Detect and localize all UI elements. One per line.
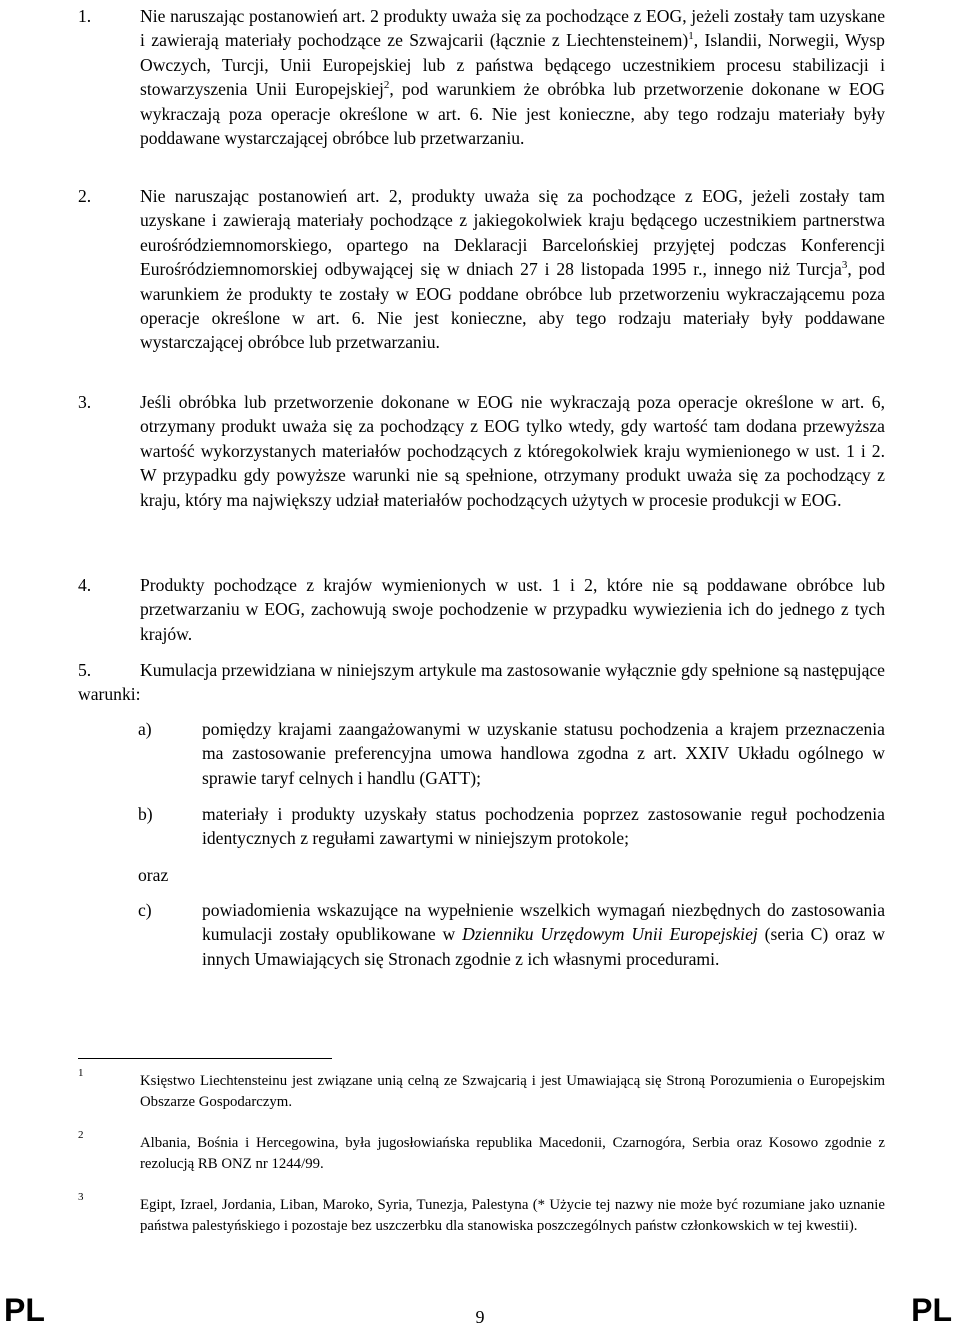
paragraph-number: 3. (78, 392, 92, 412)
condition-item-a (138, 717, 885, 790)
footer-language-left: PL (4, 1292, 45, 1328)
page-number: 9 (475, 1307, 485, 1327)
item-label: c) (138, 900, 152, 920)
paragraph-3 (78, 390, 885, 512)
paragraph-5 (78, 658, 885, 707)
paragraph-number: 4. (78, 575, 92, 595)
item-text: pomiędzy krajami zaangażowanymi w uzyskanie statusu pochodzenia a krajem przeznaczenia ma zastosowanie preferencyjna umowa handlowa zgodna z art. XXIV Układu ogólnego w sprawie taryf celnych i handlu (GATT); (202, 719, 885, 788)
condition-item-b (138, 802, 885, 851)
conjunction-oraz: oraz (138, 865, 169, 885)
journal-title: Dzienniku Urzędowym Unii Europejskiej (462, 924, 758, 945)
paragraph-text: Produkty pochodzące z krajów wymienionych w ust. 1 i 2, które nie są poddawane obróbce lub przetwarzaniu w EOG, zachowują swoje pochodzenie w przypadku wywiezienia ich do jednego z tych krajów. (140, 575, 885, 644)
paragraph-4 (78, 573, 885, 646)
item-label: a) (138, 719, 152, 739)
footer-language-right: PL (911, 1292, 952, 1328)
footnote-text: Księstwo Liechtensteinu jest związane unią celną ze Szwajcarią i jest Umawiającą się Stroną Porozumienia o Europejskim Obszarze Gospodarczym. (140, 1073, 885, 1110)
item-text: materiały i produkty uzyskały status pochodzenia poprzez zastosowanie reguł pochodzenia identycznych z regułami zawartymi w niniejszym protokole; (202, 804, 885, 849)
footnote-ref-3[interactable]: 3 (841, 259, 848, 272)
paragraph-1 (78, 4, 885, 150)
footnote-text: Egipt, Izrael, Jordania, Liban, Maroko, Syria, Tunezja, Palestyna (* Użycie tej nazwy nie może być rozumiane jako uznanie państwa palestyńskiego i pozostaje bez uszczerbku dla stanowiska poszczególnych państw członkowskich w tej kwestii). (140, 1197, 885, 1234)
paragraph-text: Nie naruszając postanowień art. 2, produkty uważa się za pochodzące z EOG, jeżeli zostały tam uzyskane i zawierają materiały pochodzące z jakiegokolwiek kraju będącego uczestnikiem partnerstwa eurośródziemnomorskiego, opartego na Deklaracji Barcelońskiej przyjętej podczas Konferencji Eurośródziemnomorskiej odbywającej się w dniach 27 i 28 listopada 1995 r., innego niż Turcja$^3$, pod warunkiem że produkty te zostały w EOG poddane obróbce lub przetworzeniu wykraczającemu poza operacje określone w art. 6. Nie jest konieczne, aby tego rodzaju materiały były poddawane wystarczającej obróbce lub przetwarzaniu. (140, 186, 886, 353)
paragraph-text: Nie naruszając postanowień art. 2 produkty uważa się za pochodzące z EOG, jeżeli zostały tam uzyskane i zawierają materiały pochodzące ze Szwajcarii (łącznie z Liechtensteinem)$^1$, Islandii, Norwegii, Wysp Owczych, Turcji, Unii Europejskiej lub z państwa będącego uczestnikiem procesu stabilizacji i stowarzyszenia Unii Europejskiej$^2$, pod warunkiem że obróbka lub przetworzenie dokonane w EOG wykraczają poza operacje określone w art. 6. Nie jest konieczne, aby tego rodzaju materiały były poddawane wystarczającej obróbce lub przetwarzaniu. (140, 6, 886, 149)
footnote-3 (78, 1191, 885, 1237)
paragraph-text: Jeśli obróbka lub przetworzenie dokonane w EOG nie wykraczają poza operacje określone w art. 6, otrzymany produkt uważa się za pochodzący z EOG tylko wtedy, gdy wartość tam dodana przewyższa wartość wykorzystanych materiałów pochodzących z któregokolwiek kraju wymienionego w ust. 1 i 2. W przypadku gdy powyższe warunki nie są spełnione, otrzymany produkt uważa się za pochodzący z kraju, który ma największy udział materiałów pochodzących użytych w procesie produkcji w EOG. (140, 392, 885, 510)
footnote-2 (78, 1129, 885, 1175)
paragraph-number: 2. (78, 186, 92, 206)
footnote-ref-2[interactable]: 2 (383, 79, 390, 92)
paragraph-number: 5. (78, 660, 92, 680)
footnote-ref-1[interactable]: 1 (688, 30, 694, 43)
condition-item-c (138, 898, 885, 971)
footnote-number: 3 (78, 1191, 84, 1203)
item-label: b) (138, 804, 153, 824)
item-text: powiadomienia wskazujące na wypełnienie wszelkich wymagań niezbędnych do zastosowania kumulacji zostały opublikowane w Dzienniku Urzędowym Unii Europejskiej (seria C) oraz w innych Umawiających się Stronach zgodnie z ich własnymi procedurami. (202, 900, 885, 969)
footnote-number: 2 (78, 1129, 84, 1141)
footnote-separator (78, 1058, 332, 1059)
paragraph-number: 1. (78, 6, 92, 26)
paragraph-text: Kumulacja przewidziana w niniejszym artykule ma zastosowanie wyłącznie gdy spełnione są następujące warunki: (78, 660, 885, 705)
paragraph-2 (78, 184, 885, 355)
footnote-1 (78, 1067, 885, 1113)
footnote-number: 1 (78, 1067, 84, 1079)
footnote-text: Albania, Bośnia i Hercegowina, była jugosłowiańska republika Macedonii, Czarnogóra, Serbia oraz Kosowo zgodnie z rezolucją RB ONZ nr 1244/99. (140, 1135, 885, 1172)
